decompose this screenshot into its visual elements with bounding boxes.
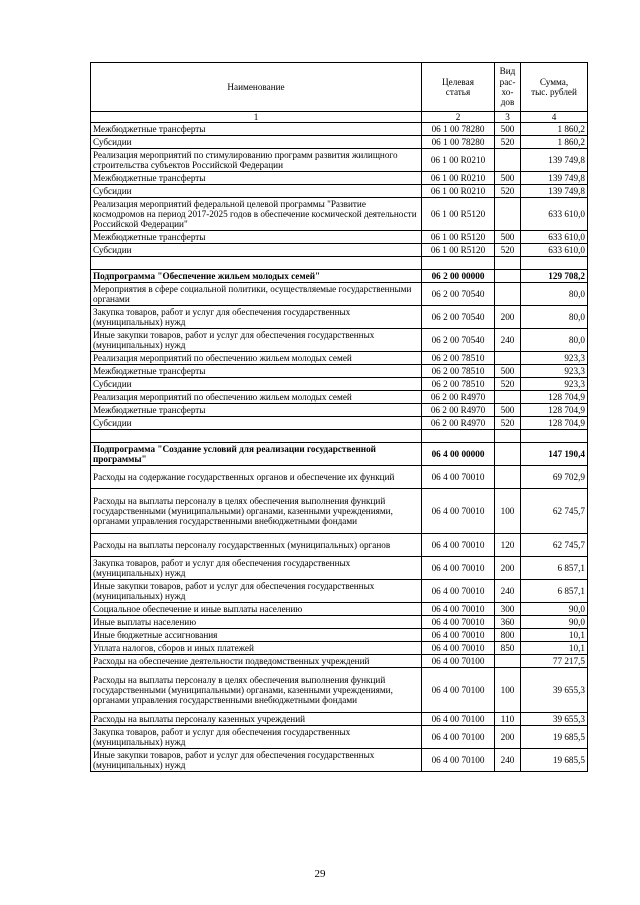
article-cell: 06 1 00 78280 bbox=[422, 123, 495, 136]
expense-type-cell: 850 bbox=[495, 642, 521, 655]
table-row bbox=[91, 404, 588, 417]
table-row bbox=[91, 352, 588, 365]
expense-type-cell bbox=[495, 149, 521, 172]
expense-type-cell: 520 bbox=[495, 378, 521, 391]
table-row bbox=[91, 123, 588, 136]
article-cell: 06 4 00 00000 bbox=[422, 443, 495, 466]
sum-cell: 77 217,5 bbox=[521, 655, 588, 668]
table-row bbox=[91, 642, 588, 655]
table-row bbox=[91, 198, 588, 231]
article-cell: 06 2 00 78510 bbox=[422, 365, 495, 378]
name-cell: Иные бюджетные ассигнования bbox=[91, 629, 422, 642]
expense-type-cell: 500 bbox=[495, 123, 521, 136]
expense-type-cell: 240 bbox=[495, 580, 521, 603]
expense-type-cell: 200 bbox=[495, 557, 521, 580]
sum-cell: 128 704,9 bbox=[521, 404, 588, 417]
article-cell: 06 4 00 70010 bbox=[422, 580, 495, 603]
table-row bbox=[91, 580, 588, 603]
name-cell: Субсидии bbox=[91, 378, 422, 391]
name-cell: Иные закупки товаров, работ и услуг для обеспечения государственных (муниципальных) нужд bbox=[91, 580, 422, 603]
table-header-row bbox=[91, 63, 588, 112]
empty-cell bbox=[91, 430, 422, 443]
name-cell: Реализация мероприятий по обеспечению жильем молодых семей bbox=[91, 391, 422, 404]
article-cell: 06 2 00 00000 bbox=[422, 270, 495, 283]
empty-cell bbox=[521, 430, 588, 443]
sum-cell: 10,1 bbox=[521, 642, 588, 655]
sum-cell: 633 610,0 bbox=[521, 231, 588, 244]
name-cell: Иные закупки товаров, работ и услуг для обеспечения государственных (муниципальных) нужд bbox=[91, 749, 422, 772]
empty-cell bbox=[521, 257, 588, 270]
table-row bbox=[91, 616, 588, 629]
name-cell: Субсидии bbox=[91, 136, 422, 149]
article-cell: 06 4 00 70010 bbox=[422, 466, 495, 489]
expense-type-cell bbox=[495, 466, 521, 489]
expense-type-cell bbox=[495, 391, 521, 404]
article-cell: 06 4 00 70100 bbox=[422, 726, 495, 749]
expense-type-cell: 200 bbox=[495, 726, 521, 749]
article-cell: 06 1 00 78280 bbox=[422, 136, 495, 149]
name-cell: Мероприятия в сфере социальной политики, осуществляемые государственными органами bbox=[91, 283, 422, 306]
table-row bbox=[91, 149, 588, 172]
expense-type-cell bbox=[495, 270, 521, 283]
expense-type-cell bbox=[495, 352, 521, 365]
expense-type-cell: 800 bbox=[495, 629, 521, 642]
table-row bbox=[91, 378, 588, 391]
budget-table bbox=[90, 62, 588, 772]
article-cell: 06 4 00 70010 bbox=[422, 603, 495, 616]
sum-cell: 1 860,2 bbox=[521, 123, 588, 136]
name-cell: Социальное обеспечение и иные выплаты населению bbox=[91, 603, 422, 616]
table-row bbox=[91, 417, 588, 430]
sum-cell: 139 749,8 bbox=[521, 149, 588, 172]
sum-cell: 923,3 bbox=[521, 365, 588, 378]
expense-type-cell: 120 bbox=[495, 534, 521, 557]
name-cell: Закупка товаров, работ и услуг для обеспечения государственных (муниципальных) нужд bbox=[91, 557, 422, 580]
name-cell: Подпрограмма "Создание условий для реализации государственной программы" bbox=[91, 443, 422, 466]
expense-type-cell: 300 bbox=[495, 603, 521, 616]
name-cell: Реализация мероприятий по стимулированию программ развития жилищного строительства субъектов Российской Федерации bbox=[91, 149, 422, 172]
name-cell: Расходы на выплаты персоналу в целях обеспечения выполнения функций государственными (муниципальными) органами, казенными учреждениями, органами управления государственными внебюджетными фондами bbox=[91, 668, 422, 713]
empty-cell bbox=[495, 257, 521, 270]
article-cell: 06 4 00 70010 bbox=[422, 642, 495, 655]
article-cell: 06 2 00 R4970 bbox=[422, 417, 495, 430]
sum-cell: 80,0 bbox=[521, 329, 588, 352]
table-row bbox=[91, 726, 588, 749]
sum-cell: 139 749,8 bbox=[521, 185, 588, 198]
column-number: 2 bbox=[422, 112, 495, 123]
expense-type-cell bbox=[495, 283, 521, 306]
sum-cell: 90,0 bbox=[521, 603, 588, 616]
expense-type-cell: 100 bbox=[495, 668, 521, 713]
subprogram-row bbox=[91, 270, 588, 283]
expense-type-cell: 240 bbox=[495, 329, 521, 352]
name-cell: Иные закупки товаров, работ и услуг для обеспечения государственных (муниципальных) нужд bbox=[91, 329, 422, 352]
table-row bbox=[91, 329, 588, 352]
expense-type-cell: 110 bbox=[495, 713, 521, 726]
table-row bbox=[91, 306, 588, 329]
sum-cell: 633 610,0 bbox=[521, 198, 588, 231]
sum-cell: 90,0 bbox=[521, 616, 588, 629]
name-cell: Расходы на содержание государственных органов и обеспечение их функций bbox=[91, 466, 422, 489]
column-number: 1 bbox=[91, 112, 422, 123]
empty-cell bbox=[495, 430, 521, 443]
article-cell: 06 4 00 70010 bbox=[422, 616, 495, 629]
table-row bbox=[91, 231, 588, 244]
table-row bbox=[91, 136, 588, 149]
table-row bbox=[91, 365, 588, 378]
article-cell: 06 4 00 70010 bbox=[422, 557, 495, 580]
article-cell: 06 1 00 R0210 bbox=[422, 149, 495, 172]
sum-cell: 139 749,8 bbox=[521, 172, 588, 185]
spacer-row bbox=[91, 257, 588, 270]
expense-type-cell: 520 bbox=[495, 244, 521, 257]
article-cell: 06 1 00 R0210 bbox=[422, 172, 495, 185]
subprogram-row bbox=[91, 443, 588, 466]
sum-cell: 923,3 bbox=[521, 378, 588, 391]
article-cell: 06 4 00 70100 bbox=[422, 668, 495, 713]
sum-cell: 69 702,9 bbox=[521, 466, 588, 489]
page-number: 29 bbox=[314, 868, 326, 880]
sum-cell: 39 655,3 bbox=[521, 713, 588, 726]
expense-type-cell: 520 bbox=[495, 417, 521, 430]
table-row bbox=[91, 489, 588, 534]
table-row bbox=[91, 713, 588, 726]
table-row bbox=[91, 185, 588, 198]
expense-type-cell: 520 bbox=[495, 185, 521, 198]
sum-cell: 62 745,7 bbox=[521, 489, 588, 534]
article-cell: 06 1 00 R5120 bbox=[422, 231, 495, 244]
empty-cell bbox=[422, 430, 495, 443]
expense-type-cell: 500 bbox=[495, 231, 521, 244]
table-body bbox=[91, 123, 588, 772]
expense-type-cell: 200 bbox=[495, 306, 521, 329]
spacer-row bbox=[91, 430, 588, 443]
table-row bbox=[91, 668, 588, 713]
table-row bbox=[91, 655, 588, 668]
name-cell: Расходы на выплаты персоналу в целях обеспечения выполнения функций государственными (муниципальными) органами, казенными учреждениями, органами управления государственными внебюджетными фондами bbox=[91, 489, 422, 534]
article-cell: 06 4 00 70100 bbox=[422, 655, 495, 668]
empty-cell bbox=[422, 257, 495, 270]
name-cell: Субсидии bbox=[91, 244, 422, 257]
name-cell: Межбюджетные трансферты bbox=[91, 231, 422, 244]
article-cell: 06 4 00 70010 bbox=[422, 534, 495, 557]
article-cell: 06 2 00 70540 bbox=[422, 329, 495, 352]
table-row bbox=[91, 629, 588, 642]
sum-cell: 923,3 bbox=[521, 352, 588, 365]
name-cell: Межбюджетные трансферты bbox=[91, 404, 422, 417]
expense-type-cell: 500 bbox=[495, 365, 521, 378]
sum-cell: 6 857,1 bbox=[521, 580, 588, 603]
expense-type-cell: 240 bbox=[495, 749, 521, 772]
name-cell: Закупка товаров, работ и услуг для обеспечения государственных (муниципальных) нужд bbox=[91, 726, 422, 749]
article-cell: 06 1 00 R5120 bbox=[422, 244, 495, 257]
sum-cell: 19 685,5 bbox=[521, 749, 588, 772]
expense-type-cell bbox=[495, 198, 521, 231]
table-row bbox=[91, 391, 588, 404]
header-sum: Сумма, тыс. рублей bbox=[521, 63, 588, 112]
name-cell: Межбюджетные трансферты bbox=[91, 172, 422, 185]
expense-type-cell: 360 bbox=[495, 616, 521, 629]
table-row bbox=[91, 603, 588, 616]
name-cell: Расходы на обеспечение деятельности подведомственных учреждений bbox=[91, 655, 422, 668]
name-cell: Субсидии bbox=[91, 417, 422, 430]
header-expense-type: Вид рас- хо- дов bbox=[495, 63, 521, 112]
expense-type-cell: 100 bbox=[495, 489, 521, 534]
name-cell: Реализация мероприятий по обеспечению жильем молодых семей bbox=[91, 352, 422, 365]
column-number-row bbox=[91, 112, 588, 123]
table-row bbox=[91, 172, 588, 185]
article-cell: 06 4 00 70010 bbox=[422, 489, 495, 534]
article-cell: 06 2 00 R4970 bbox=[422, 404, 495, 417]
sum-cell: 10,1 bbox=[521, 629, 588, 642]
sum-cell: 39 655,3 bbox=[521, 668, 588, 713]
name-cell: Реализация мероприятий федеральной целевой программы "Развитие космодромов на период 2017-2025 годов в обеспечение космической деятельности Российской Федерации" bbox=[91, 198, 422, 231]
name-cell: Субсидии bbox=[91, 185, 422, 198]
article-cell: 06 4 00 70010 bbox=[422, 629, 495, 642]
table-row bbox=[91, 283, 588, 306]
sum-cell: 147 190,4 bbox=[521, 443, 588, 466]
expense-type-cell bbox=[495, 443, 521, 466]
article-cell: 06 4 00 70100 bbox=[422, 713, 495, 726]
article-cell: 06 2 00 78510 bbox=[422, 352, 495, 365]
table-row bbox=[91, 466, 588, 489]
sum-cell: 128 704,9 bbox=[521, 391, 588, 404]
expense-type-cell bbox=[495, 655, 521, 668]
sum-cell: 19 685,5 bbox=[521, 726, 588, 749]
sum-cell: 6 857,1 bbox=[521, 557, 588, 580]
name-cell: Иные выплаты населению bbox=[91, 616, 422, 629]
expense-type-cell: 520 bbox=[495, 136, 521, 149]
sum-cell: 633 610,0 bbox=[521, 244, 588, 257]
table-row bbox=[91, 244, 588, 257]
name-cell: Межбюджетные трансферты bbox=[91, 365, 422, 378]
sum-cell: 128 704,9 bbox=[521, 417, 588, 430]
sum-cell: 129 708,2 bbox=[521, 270, 588, 283]
sum-cell: 1 860,2 bbox=[521, 136, 588, 149]
article-cell: 06 2 00 78510 bbox=[422, 378, 495, 391]
name-cell: Подпрограмма "Обеспечение жильем молодых семей" bbox=[91, 270, 422, 283]
expense-type-cell: 500 bbox=[495, 172, 521, 185]
column-number: 4 bbox=[521, 112, 588, 123]
sum-cell: 80,0 bbox=[521, 306, 588, 329]
header-article: Целевая статья bbox=[422, 63, 495, 112]
table-row bbox=[91, 749, 588, 772]
header-name: Наименование bbox=[91, 63, 422, 112]
name-cell: Закупка товаров, работ и услуг для обеспечения государственных (муниципальных) нужд bbox=[91, 306, 422, 329]
article-cell: 06 2 00 70540 bbox=[422, 283, 495, 306]
article-cell: 06 1 00 R5120 bbox=[422, 198, 495, 231]
name-cell: Межбюджетные трансферты bbox=[91, 123, 422, 136]
name-cell: Уплата налогов, сборов и иных платежей bbox=[91, 642, 422, 655]
empty-cell bbox=[91, 257, 422, 270]
expense-type-cell: 500 bbox=[495, 404, 521, 417]
table-row bbox=[91, 534, 588, 557]
article-cell: 06 2 00 R4970 bbox=[422, 391, 495, 404]
sum-cell: 62 745,7 bbox=[521, 534, 588, 557]
table-row bbox=[91, 557, 588, 580]
article-cell: 06 4 00 70100 bbox=[422, 749, 495, 772]
column-number: 3 bbox=[495, 112, 521, 123]
sum-cell: 80,0 bbox=[521, 283, 588, 306]
name-cell: Расходы на выплаты персоналу государственных (муниципальных) органов bbox=[91, 534, 422, 557]
article-cell: 06 2 00 70540 bbox=[422, 306, 495, 329]
article-cell: 06 1 00 R0210 bbox=[422, 185, 495, 198]
name-cell: Расходы на выплаты персоналу казенных учреждений bbox=[91, 713, 422, 726]
